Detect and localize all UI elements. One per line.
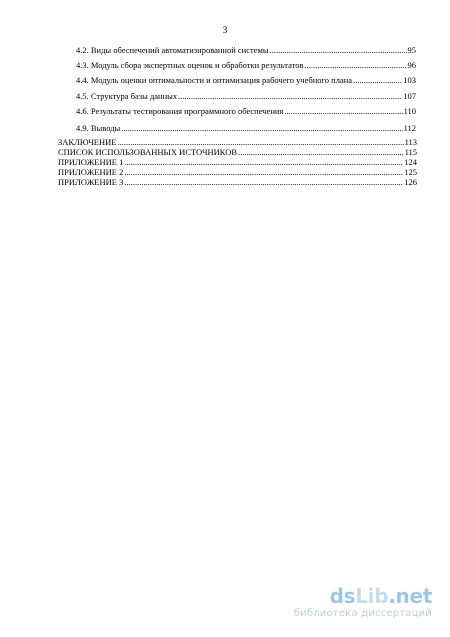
toc-entry xyxy=(76,106,416,116)
toc-entry-page: 107 xyxy=(403,91,416,101)
toc-entry xyxy=(76,45,416,55)
toc-dot-leader xyxy=(270,45,407,55)
toc-entry xyxy=(76,75,416,85)
toc-dot-leader xyxy=(284,106,402,116)
toc-entry xyxy=(58,177,417,187)
toc-entry-title: 4.6. Результаты тестирования программного обеспечения xyxy=(76,106,284,116)
toc-entry xyxy=(58,157,417,167)
toc-entry-page: 125 xyxy=(404,167,417,177)
toc-entry-title: ПРИЛОЖЕНИЕ 3 xyxy=(58,177,124,187)
page-number: 3 xyxy=(222,26,228,36)
toc-dot-leader xyxy=(124,177,403,187)
toc-dot-leader xyxy=(178,91,402,101)
toc-dot-leader xyxy=(305,60,407,70)
toc-entry-title: ЗАКЛЮЧЕНИЕ xyxy=(58,137,117,147)
toc-dot-leader xyxy=(121,123,402,133)
dslib-watermark xyxy=(242,585,432,623)
watermark-tagline: библиотека диссертаций xyxy=(293,608,432,619)
toc-entry-page: 126 xyxy=(404,177,417,187)
toc-entry-title: 4.4. Модуль оценки оптимальности и оптимизация рабочего учебного плана xyxy=(76,75,353,85)
toc-entry xyxy=(76,91,416,101)
logo-part-net: .net xyxy=(388,584,432,608)
table-of-contents xyxy=(0,41,450,211)
logo-part-ds: ds xyxy=(329,584,356,608)
toc-entry xyxy=(76,123,416,133)
toc-entry-title: 4.2. Виды обеспечений автоматизированной системы xyxy=(76,45,269,55)
toc-entry-page: 103 xyxy=(403,75,416,85)
toc-entry-page: 110 xyxy=(403,106,416,116)
toc-entry-page: 112 xyxy=(403,123,416,133)
toc-entry xyxy=(58,147,417,157)
toc-dot-leader xyxy=(238,147,404,157)
toc-entry-title: 4.5. Структура базы данных xyxy=(76,91,178,101)
dslib-logo xyxy=(330,585,432,607)
toc-entry xyxy=(58,167,417,177)
toc-entry xyxy=(76,60,416,70)
toc-dot-leader xyxy=(353,75,402,85)
toc-entry-page: 96 xyxy=(407,60,416,70)
toc-entry-page: 124 xyxy=(404,157,417,167)
toc-entry-title: ПРИЛОЖЕНИЕ 1 xyxy=(58,157,124,167)
toc-entry-page: 113 xyxy=(404,137,417,147)
toc-entry-title: ПРИЛОЖЕНИЕ 2 xyxy=(58,167,124,177)
logo-part-lib: Lib xyxy=(355,584,389,608)
toc-entry-title: 4.3. Модуль сбора экспертных оценок и обработки результатов xyxy=(76,60,304,70)
toc-dot-leader xyxy=(124,157,403,167)
toc-entry-page: 95 xyxy=(407,45,416,55)
toc-entry-title: 4.9. Выводы xyxy=(76,123,121,133)
toc-dot-leader xyxy=(124,167,403,177)
toc-entry-page: 115 xyxy=(404,147,417,157)
toc-entry-title: СПИСОК ИСПОЛЬЗОВАННЫХ ИСТОЧНИКОВ xyxy=(58,147,238,157)
toc-entry xyxy=(58,137,417,147)
toc-dot-leader xyxy=(117,137,403,147)
